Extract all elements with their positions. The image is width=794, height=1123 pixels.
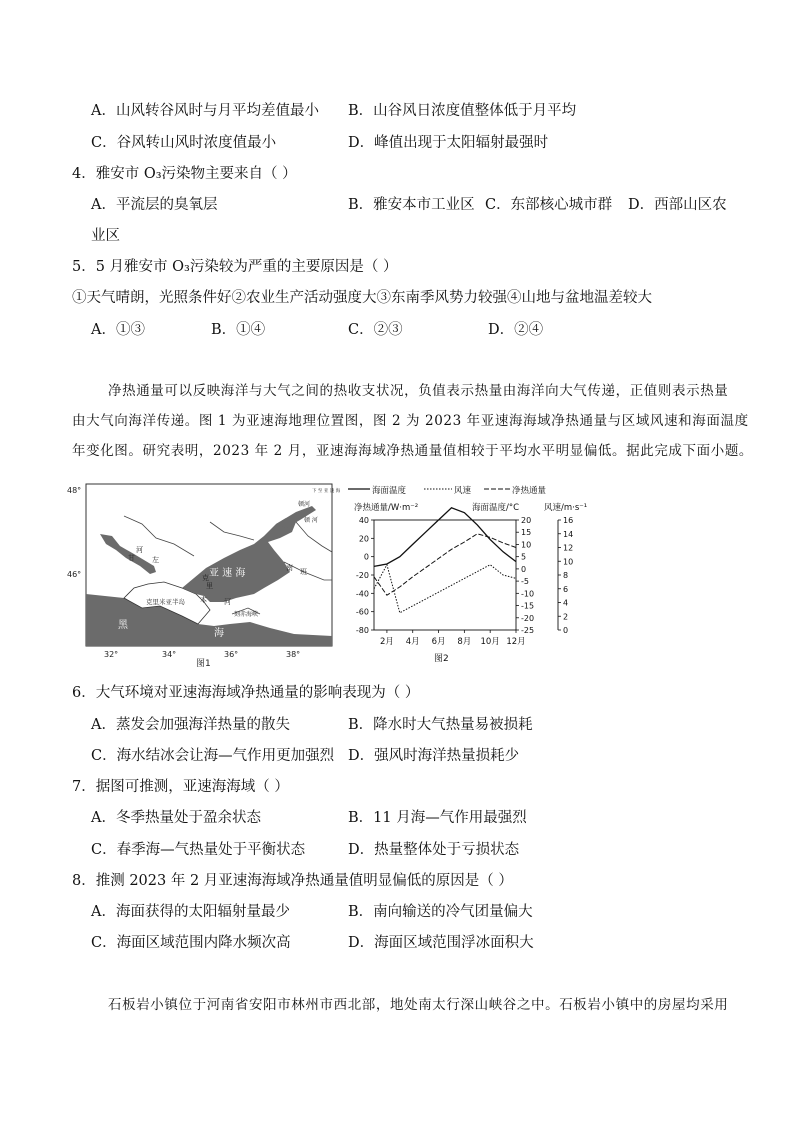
label-don-river: 顿河: [298, 501, 311, 508]
y-mid-tick-label: 5: [521, 552, 527, 562]
q3-option-b: B．山谷风日浓度值整体低于月平均: [348, 103, 577, 119]
lon-34: 34°: [162, 650, 177, 659]
label-li: 里: [206, 582, 213, 590]
q7-option-c: C．春季海—气热量处于平衡状态: [91, 842, 306, 858]
label-don-he: 顿 河: [304, 517, 318, 524]
y-right-tick-label: 4: [563, 598, 569, 608]
lon-32: 32°: [104, 650, 119, 659]
q8-option-b: B．南向输送的冷气团量偏大: [348, 904, 533, 920]
label-black-sea: 黑: [118, 620, 128, 631]
q6-option-d: D．强风时海洋热量损耗少: [348, 748, 520, 764]
figure1-caption: 图1: [196, 659, 211, 669]
label-ban: 班: [300, 568, 307, 576]
y-mid-tick-label: -20: [521, 613, 535, 623]
q6-option-b: B．降水时大气热量易被损耗: [348, 717, 533, 733]
y-mid-tick-label: 20: [521, 516, 532, 525]
q4-option-d: D．西部山区农: [628, 197, 727, 213]
y-left-tick-label: 0: [363, 552, 369, 562]
y-left-tick-label: 40: [358, 516, 369, 525]
y-right-tick-label: 8: [563, 571, 569, 580]
q5-option-b: B．①④: [211, 322, 266, 338]
lon-38: 38°: [286, 650, 301, 659]
series-wind-speed-line: [374, 565, 516, 613]
label-nan: 南: [286, 564, 293, 572]
q7-option-b: B．11 月海—气作用最强烈: [348, 810, 527, 826]
label-crimea: 克里米亚半岛: [146, 598, 185, 606]
y-mid-tick-label: -15: [521, 601, 535, 611]
q7-stem: 7．据图可推测，亚速海海域（ ）: [72, 779, 289, 795]
y-mid-tick-label: 0: [521, 564, 527, 574]
lat-48: 48°: [67, 486, 82, 495]
y-mid-tick-label: 10: [521, 540, 532, 550]
x-tick-label: 6月: [431, 637, 446, 647]
figure2-chart: [344, 478, 604, 668]
legend-temp: 海面温度: [372, 486, 407, 496]
x-tick-label: 10月: [480, 637, 500, 647]
label-he-2: 河: [224, 598, 231, 606]
passage2-line1: 净热通量可以反映海洋与大气之间的热收支状况，负值表示热量由海洋向大气传递，正值则表示热量: [108, 383, 729, 399]
q4-option-a: A．平流层的臭氧层: [91, 197, 218, 213]
y-left-tick-label: -40: [355, 589, 369, 599]
y-left-tick-label: 20: [358, 534, 369, 544]
figure2-chart-svg: [344, 478, 604, 668]
y-right-tick-label: 14: [563, 529, 574, 539]
q5-option-c: C．②③: [348, 322, 403, 338]
x-axis-ticks: [380, 630, 526, 647]
q7-option-d: D．热量整体处于亏损状态: [348, 842, 520, 858]
y-left-tick-label: -20: [355, 571, 369, 580]
q5-stem: 5．5 月雅安市 O₃污染较为严重的主要原因是（ ）: [72, 259, 398, 275]
figure1-map-svg: [64, 476, 340, 672]
y-mid-tick-label: -25: [521, 626, 535, 635]
q4-option-d-continued: 业区: [91, 228, 120, 244]
y-left-axis-label: 净热通量/W·m⁻²: [354, 503, 419, 513]
q5-option-a: A．①③: [91, 322, 145, 338]
q7-option-a: A．冬季热量处于盈余状态: [91, 810, 261, 826]
y-right-ticks: [558, 516, 573, 635]
y-right-tick-label: 6: [563, 584, 569, 594]
y-mid-axis-label: 海面温度/°C: [472, 503, 520, 513]
label-azov-sea: 亚 速 海: [209, 568, 246, 579]
q6-option-a: A．蒸发会加强海洋热量的散失: [91, 717, 290, 733]
q5-items: ①天气晴朗，光照条件好②农业生产活动强度大③东南季风势力较强④山地与盆地温差较大: [72, 290, 652, 306]
label-zuo: 左: [152, 556, 159, 564]
q4-option-b: B．雅安本市工业区: [348, 197, 475, 213]
q6-option-c: C．海水结冰会让海—气作用更加强烈: [91, 748, 335, 764]
q4-option-c: C．东部核心城市群: [485, 197, 613, 213]
label-he-1: 河: [136, 546, 143, 554]
label-kerch-strait: 刻赤海峡: [234, 611, 259, 618]
passage2-line3: 年变化图。研究表明，2023 年 2 月，亚速海海域净热通量值相较于平均水平明显偏低。据此完成下面小题。: [72, 443, 754, 459]
q8-option-d: D．海面区域范围浮冰面积大: [348, 935, 534, 951]
series-sea-temperature-line: [374, 508, 516, 567]
q8-stem: 8．推测 2023 年 2 月亚速海海域净热通量值明显偏低的原因是（ ）: [72, 873, 513, 889]
x-tick-label: 8月: [457, 637, 472, 647]
legend-flux: 净热通量: [512, 486, 547, 496]
x-tick-label: 4月: [405, 637, 420, 647]
label-black-sea-2: 海: [214, 628, 224, 639]
x-tick-label: 12月: [506, 637, 526, 647]
lon-36: 36°: [224, 650, 239, 659]
y-right-tick-label: 0: [563, 626, 569, 635]
q6-stem: 6．大气环境对亚速海海域净热通量的影响表现为（ ）: [72, 685, 420, 701]
y-right-tick-label: 10: [563, 557, 574, 567]
y-right-tick-label: 16: [563, 516, 574, 525]
q8-option-a: A．海面获得的太阳辐射量最少: [91, 904, 290, 920]
figure2-caption: 图2: [434, 654, 449, 664]
plot-area-frame: [374, 520, 516, 630]
q3-option-c: C．谷风转山风时浓度值最小: [91, 135, 277, 151]
y-left-tick-label: -80: [355, 626, 369, 635]
q3-option-d: D．峰值出现于太阳辐射最强时: [348, 135, 549, 151]
x-tick-label: 2月: [379, 637, 394, 647]
passage3-line1: 石板岩小镇位于河南省安阳市林州市西北部，地处南太行深山峡谷之中。石板岩小镇中的房屋均采用: [108, 997, 729, 1013]
label-map-note: 下 至 亚 速 海: [312, 489, 340, 494]
y-left-tick-label: -60: [355, 607, 369, 617]
chart-series: [374, 508, 516, 613]
y-mid-ticks: [516, 516, 534, 635]
q8-option-c: C．海面区域范围内降水频次高: [91, 935, 291, 951]
q4-stem: 4．雅安市 O₃污染物主要来自（ ）: [72, 166, 297, 182]
q5-option-d: D．②④: [488, 322, 544, 338]
y-mid-tick-label: 15: [521, 528, 532, 538]
q3-option-a: A．山风转谷风时与月平均差值最小: [91, 103, 319, 119]
label-ke: 克: [202, 574, 209, 582]
y-left-ticks: [356, 516, 374, 635]
y-right-tick-label: 2: [563, 612, 569, 622]
figure1-map: [64, 476, 340, 672]
lat-46: 46°: [67, 570, 82, 579]
label-ben: 本: [200, 596, 207, 604]
label-gan: 甘: [128, 554, 135, 562]
passage2-line2: 由大气向海洋传递。图 1 为亚速海地理位置图，图 2 为 2023 年亚速海海域净热通量与区域风速和海面温度: [72, 413, 749, 429]
y-mid-tick-label: -10: [521, 589, 535, 599]
legend-wind: 风速: [454, 486, 472, 496]
y-right-tick-label: 12: [563, 543, 574, 553]
y-mid-tick-label: -5: [521, 577, 529, 587]
y-right-axis-label: 风速/m·s⁻¹: [544, 503, 588, 513]
